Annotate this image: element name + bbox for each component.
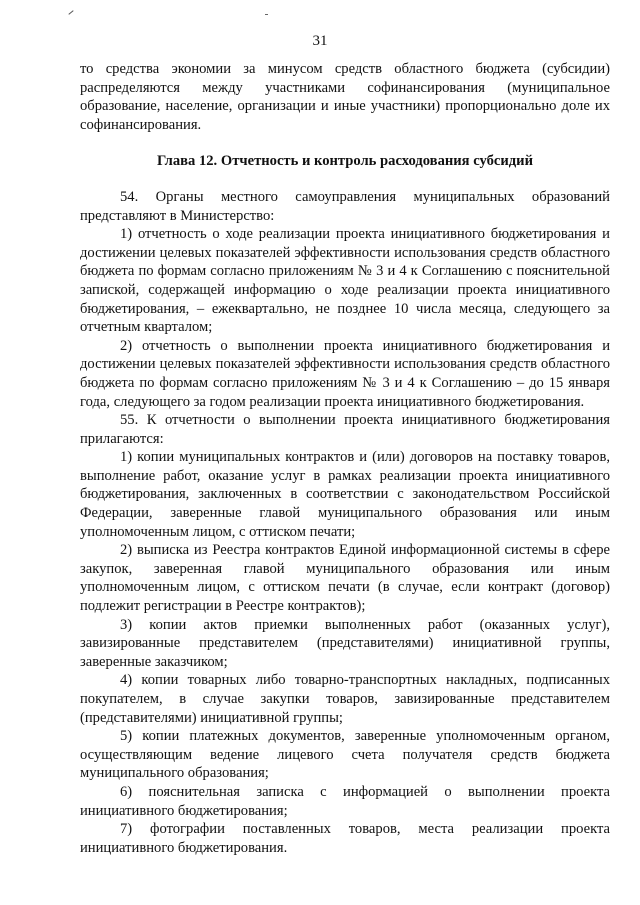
document-body (80, 60, 610, 857)
paragraph-55-item-6: 6) пояснительная записка с информацией о выполнении проекта инициативного бюджетирования; (80, 783, 610, 819)
continued-paragraph: то средства экономии за минусом средств областного бюджета (субсидии) распределяются между участниками софинансирования (муниципальное образование, население, организации и иные участники) пропорционально доле их софинансирования. (80, 61, 610, 133)
paragraph-54-item-2: 2) отчетность о выполнении проекта инициативного бюджетирования и достижении целевых показателей эффективности использования средств областного бюджета по формам согласно приложениям № 3 и 4 к Соглашению – до 15 января года, следующего за годом реализации проекта инициативного бюджетирования. (80, 337, 610, 410)
paragraph-54: 54. Органы местного самоуправления муниципальных образований представляют в Министерство: (80, 188, 610, 224)
paragraph-55-item-4: 4) копии товарных либо товарно-транспортных накладных, подписанных покупателем, в случае закупки товаров, завизированные представителем (представителями) инициативной группы; (80, 672, 610, 726)
paragraph-55-item-2: 2) выписка из Реестра контрактов Единой информационной системы в сфере закупок, заверенная главой муниципального образования или иным уполномоченным лицом, с оттиском печати (в случае, если контракт (договор) подлежит регистрации в Реестре контрактов); (80, 542, 610, 615)
paragraph-55-item-7: 7) фотографии поставленных товаров, места реализации проекта инициативного бюджетирования. (80, 821, 610, 856)
paragraph-55-item-3: 3) копии актов приемки выполненных работ (оказанных услуг), завизированные представителем (представителями) инициативной группы, заверенные заказчиком; (80, 616, 610, 670)
scan-mark (68, 10, 73, 15)
chapter-title: Глава 12. Отчетность и контроль расходования субсидий (157, 153, 533, 170)
paragraph-55: 55. К отчетности о выполнении проекта инициативного бюджетирования прилагаются: (80, 412, 610, 447)
page-number: 31 (312, 33, 328, 49)
paragraph-54-item-1: 1) отчетность о ходе реализации проекта инициативного бюджетирования и достижении целевых показателей эффективности использования средств областного бюджета по формам согласно приложениям № 3 и 4 к Соглашению с пояснительной запиской, содержащей информацию о ходе реализации проекта инициативного бюджетирования, – ежеквартально, не позднее 10 числа месяца, следующего за отчетным кварталом; (80, 226, 610, 336)
paragraph-55-item-5: 5) копии платежных документов, заверенные уполномоченным органом, осуществляющим ведение лицевого счета получателя средств бюджета муниципального образования; (80, 728, 610, 782)
paragraph-55-item-1: 1) копии муниципальных контрактов и (или) договоров на поставку товаров, выполнение работ, оказание услуг в рамках реализации проекта инициативного бюджетирования, заключенных в соответствии с законодательством Российской Федерации, заверенные главой муниципального образования или иным уполномоченным лицом, с оттиском печати; (80, 449, 610, 540)
scan-mark (265, 14, 268, 15)
